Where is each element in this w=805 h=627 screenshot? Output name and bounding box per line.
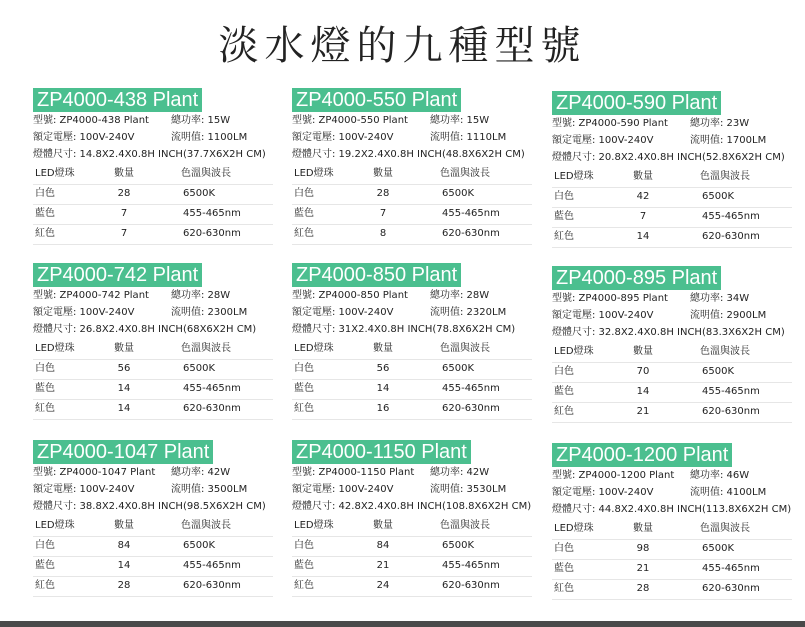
power-text: 總功率: 28W [171, 290, 231, 301]
table-cell: 28 [376, 188, 390, 199]
voltage-text: 額定電壓: 100V-240V [552, 135, 654, 146]
product-card [552, 266, 792, 423]
table-row [552, 580, 792, 600]
product-name: ZP4000-895 Plant [552, 266, 721, 290]
header-cell: 色溫與波長 [440, 168, 490, 179]
table-row [552, 403, 792, 423]
table-cell: 620-630nm [183, 403, 241, 414]
table-row [33, 537, 273, 557]
table-cell: 620-630nm [442, 580, 500, 591]
model-text: 型號: ZP4000-1200 Plant [552, 470, 675, 481]
footer-bar [0, 621, 805, 627]
table-cell: 70 [636, 366, 650, 377]
spec-line [33, 287, 273, 304]
table-cell: 白色 [554, 366, 574, 377]
spec-line [552, 467, 792, 484]
table-header [292, 165, 532, 185]
table-cell: 紅色 [35, 403, 55, 414]
voltage-text: 額定電壓: 100V-240V [33, 307, 135, 318]
table-row [292, 557, 532, 577]
table-cell: 84 [117, 540, 131, 551]
led-table [33, 340, 273, 420]
flux-text: 流明值: 1100LM [171, 132, 248, 143]
voltage-text: 額定電壓: 100V-240V [292, 484, 394, 495]
spec-line [292, 321, 532, 338]
spec-line [292, 481, 532, 498]
table-row [292, 225, 532, 245]
table-cell: 藍色 [35, 383, 55, 394]
spec-line [552, 290, 792, 307]
power-text: 總功率: 42W [171, 467, 231, 478]
table-cell: 16 [376, 403, 390, 414]
table-cell: 7 [379, 208, 387, 219]
table-header [552, 168, 792, 188]
voltage-text: 額定電壓: 100V-240V [552, 310, 654, 321]
table-row [552, 363, 792, 383]
header-cell: 數量 [114, 520, 134, 531]
size-text: 燈體尺寸: 42.8X2.4X0.8H INCH(108.8X6X2H CM) [292, 501, 532, 512]
flux-text: 流明值: 1110LM [430, 132, 507, 143]
header-cell: 數量 [373, 168, 393, 179]
table-cell: 6500K [702, 191, 735, 202]
header-cell: LED燈珠 [35, 520, 75, 531]
table-cell: 620-630nm [702, 583, 760, 594]
table-cell: 6500K [183, 188, 216, 199]
table-cell: 620-630nm [183, 580, 241, 591]
table-cell: 620-630nm [702, 231, 760, 242]
product-name: ZP4000-550 Plant [292, 88, 461, 112]
header-cell: 數量 [633, 523, 653, 534]
model-text: 型號: ZP4000-1047 Plant [33, 467, 156, 478]
product-card [292, 263, 532, 420]
table-cell: 42 [636, 191, 650, 202]
header-cell: LED燈珠 [35, 168, 75, 179]
table-row [33, 185, 273, 205]
voltage-text: 額定電壓: 100V-240V [552, 487, 654, 498]
size-text: 燈體尺寸: 26.8X2.4X0.8H INCH(68X6X2H CM) [33, 324, 257, 335]
table-header [33, 340, 273, 360]
table-cell: 21 [636, 563, 650, 574]
spec-line [33, 146, 273, 163]
led-table [552, 343, 792, 423]
table-cell: 455-465nm [442, 383, 500, 394]
table-cell: 14 [117, 383, 131, 394]
table-cell: 紅色 [554, 231, 574, 242]
table-cell: 6500K [442, 540, 475, 551]
table-cell: 白色 [294, 363, 314, 374]
flux-text: 流明值: 4100LM [690, 487, 767, 498]
table-row [552, 208, 792, 228]
header-cell: 色溫與波長 [700, 171, 750, 182]
header-cell: LED燈珠 [294, 168, 334, 179]
header-cell: 色溫與波長 [181, 168, 231, 179]
table-header [292, 340, 532, 360]
product-name: ZP4000-1200 Plant [552, 443, 732, 467]
table-row [33, 225, 273, 245]
table-cell: 紅色 [35, 580, 55, 591]
spec-line [292, 287, 532, 304]
table-row [552, 540, 792, 560]
table-cell: 紅色 [294, 580, 314, 591]
table-cell: 28 [117, 580, 131, 591]
flux-text: 流明值: 3530LM [430, 484, 507, 495]
header-cell: 色溫與波長 [181, 520, 231, 531]
spec-line [552, 115, 792, 132]
table-cell: 14 [117, 560, 131, 571]
header-cell: LED燈珠 [294, 343, 334, 354]
table-row [552, 188, 792, 208]
size-text: 燈體尺寸: 19.2X2.4X0.8H INCH(48.8X6X2H CM) [292, 149, 525, 160]
spec-line [292, 129, 532, 146]
table-row [552, 383, 792, 403]
table-cell: 紅色 [554, 583, 574, 594]
model-text: 型號: ZP4000-895 Plant [552, 293, 668, 304]
power-text: 總功率: 34W [690, 293, 750, 304]
spec-line [33, 112, 273, 129]
table-cell: 6500K [702, 543, 735, 554]
table-cell: 6500K [702, 366, 735, 377]
table-cell: 21 [376, 560, 390, 571]
product-card [552, 91, 792, 248]
table-header [33, 165, 273, 185]
table-cell: 6500K [442, 188, 475, 199]
spec-line [33, 304, 273, 321]
table-row [292, 185, 532, 205]
spec-line [552, 484, 792, 501]
product-name: ZP4000-590 Plant [552, 91, 721, 115]
led-table [33, 517, 273, 597]
led-table [552, 168, 792, 248]
power-text: 總功率: 28W [430, 290, 490, 301]
led-table [552, 520, 792, 600]
spec-line [292, 304, 532, 321]
table-row [33, 360, 273, 380]
table-cell: 98 [636, 543, 650, 554]
product-card [33, 263, 273, 420]
table-row [33, 557, 273, 577]
table-row [292, 400, 532, 420]
product-name: ZP4000-1047 Plant [33, 440, 213, 464]
voltage-text: 額定電壓: 100V-240V [33, 132, 135, 143]
flux-text: 流明值: 2320LM [430, 307, 507, 318]
spec-line [33, 321, 273, 338]
table-cell: 455-465nm [702, 563, 760, 574]
table-cell: 藍色 [35, 208, 55, 219]
table-cell: 455-465nm [442, 560, 500, 571]
table-row [33, 380, 273, 400]
table-cell: 56 [376, 363, 390, 374]
spec-line [292, 498, 532, 515]
table-cell: 紅色 [294, 228, 314, 239]
header-cell: 數量 [633, 346, 653, 357]
model-text: 型號: ZP4000-438 Plant [33, 115, 149, 126]
table-row [33, 577, 273, 597]
header-cell: 色溫與波長 [440, 343, 490, 354]
voltage-text: 額定電壓: 100V-240V [33, 484, 135, 495]
power-text: 總功率: 15W [430, 115, 490, 126]
page-title: 淡水燈的九種型號 [218, 23, 587, 69]
table-cell: 白色 [554, 543, 574, 554]
spec-line [552, 307, 792, 324]
spec-line [552, 132, 792, 149]
table-cell: 14 [376, 383, 390, 394]
voltage-text: 額定電壓: 100V-240V [292, 307, 394, 318]
table-header [552, 343, 792, 363]
table-cell: 28 [117, 188, 131, 199]
table-header [33, 517, 273, 537]
flux-text: 流明值: 2300LM [171, 307, 248, 318]
table-cell: 14 [636, 231, 650, 242]
table-cell: 藍色 [294, 208, 314, 219]
model-text: 型號: ZP4000-550 Plant [292, 115, 408, 126]
product-name: ZP4000-1150 Plant [292, 440, 471, 464]
spec-line [33, 481, 273, 498]
power-text: 總功率: 42W [430, 467, 490, 478]
header-cell: 色溫與波長 [440, 520, 490, 531]
spec-line [552, 324, 792, 341]
header-cell: LED燈珠 [554, 171, 594, 182]
led-table [292, 165, 532, 245]
header-cell: 數量 [114, 168, 134, 179]
spec-line [292, 464, 532, 481]
table-row [33, 205, 273, 225]
table-row [292, 577, 532, 597]
power-text: 總功率: 15W [171, 115, 231, 126]
voltage-text: 額定電壓: 100V-240V [292, 132, 394, 143]
table-cell: 24 [376, 580, 390, 591]
table-cell: 7 [639, 211, 647, 222]
model-text: 型號: ZP4000-1150 Plant [292, 467, 415, 478]
table-cell: 620-630nm [702, 406, 760, 417]
product-name: ZP4000-850 Plant [292, 263, 461, 287]
size-text: 燈體尺寸: 20.8X2.4X0.8H INCH(52.8X6X2H CM) [552, 152, 785, 163]
size-text: 燈體尺寸: 14.8X2.4X0.8H INCH(37.7X6X2H CM) [33, 149, 266, 160]
table-cell: 白色 [35, 188, 55, 199]
table-cell: 紅色 [35, 228, 55, 239]
table-cell: 白色 [294, 188, 314, 199]
table-cell: 455-465nm [442, 208, 500, 219]
table-cell: 455-465nm [183, 208, 241, 219]
model-text: 型號: ZP4000-742 Plant [33, 290, 149, 301]
table-cell: 620-630nm [442, 403, 500, 414]
header-cell: 數量 [373, 343, 393, 354]
spec-line [33, 129, 273, 146]
table-cell: 藍色 [35, 560, 55, 571]
table-cell: 14 [636, 386, 650, 397]
size-text: 燈體尺寸: 44.8X2.4X0.8H INCH(113.8X6X2H CM) [552, 504, 792, 515]
table-header [552, 520, 792, 540]
table-cell: 白色 [35, 363, 55, 374]
header-cell: LED燈珠 [294, 520, 334, 531]
flux-text: 流明值: 2900LM [690, 310, 767, 321]
table-cell: 藍色 [554, 386, 574, 397]
table-cell: 455-465nm [183, 383, 241, 394]
product-name: ZP4000-742 Plant [33, 263, 202, 287]
header-cell: 色溫與波長 [700, 346, 750, 357]
spec-line [552, 149, 792, 166]
model-text: 型號: ZP4000-850 Plant [292, 290, 408, 301]
size-text: 燈體尺寸: 31X2.4X0.8H INCH(78.8X6X2H CM) [292, 324, 516, 335]
spec-line [292, 112, 532, 129]
flux-text: 流明值: 3500LM [171, 484, 248, 495]
table-cell: 白色 [294, 540, 314, 551]
table-cell: 6500K [183, 363, 216, 374]
table-cell: 藍色 [294, 560, 314, 571]
model-text: 型號: ZP4000-590 Plant [552, 118, 668, 129]
spec-line [552, 501, 792, 518]
table-cell: 84 [376, 540, 390, 551]
table-row [292, 205, 532, 225]
table-cell: 21 [636, 406, 650, 417]
table-cell: 藍色 [294, 383, 314, 394]
table-row [552, 560, 792, 580]
led-table [292, 340, 532, 420]
flux-text: 流明值: 1700LM [690, 135, 767, 146]
table-cell: 455-465nm [702, 211, 760, 222]
product-card [292, 88, 532, 245]
table-cell: 455-465nm [702, 386, 760, 397]
led-table [33, 165, 273, 245]
table-cell: 紅色 [294, 403, 314, 414]
size-text: 燈體尺寸: 38.8X2.4X0.8H INCH(98.5X6X2H CM) [33, 501, 266, 512]
table-header [292, 517, 532, 537]
table-cell: 8 [379, 228, 387, 239]
table-row [292, 537, 532, 557]
table-cell: 6500K [183, 540, 216, 551]
table-cell: 藍色 [554, 563, 574, 574]
spec-line [292, 146, 532, 163]
table-cell: 紅色 [554, 406, 574, 417]
header-cell: LED燈珠 [554, 523, 594, 534]
product-card [33, 88, 273, 245]
table-cell: 7 [120, 208, 128, 219]
table-cell: 56 [117, 363, 131, 374]
table-cell: 藍色 [554, 211, 574, 222]
table-cell: 白色 [35, 540, 55, 551]
product-card [552, 443, 792, 600]
spec-line [33, 498, 273, 515]
table-cell: 白色 [554, 191, 574, 202]
table-row [292, 380, 532, 400]
table-cell: 6500K [442, 363, 475, 374]
table-cell: 28 [636, 583, 650, 594]
header-cell: 色溫與波長 [700, 523, 750, 534]
table-row [552, 228, 792, 248]
product-card [33, 440, 273, 597]
spec-line [33, 464, 273, 481]
table-cell: 620-630nm [183, 228, 241, 239]
table-row [292, 360, 532, 380]
header-cell: LED燈珠 [35, 343, 75, 354]
product-card [292, 440, 532, 597]
table-cell: 620-630nm [442, 228, 500, 239]
size-text: 燈體尺寸: 32.8X2.4X0.8H INCH(83.3X6X2H CM) [552, 327, 785, 338]
header-cell: 數量 [633, 171, 653, 182]
table-cell: 14 [117, 403, 131, 414]
table-cell: 7 [120, 228, 128, 239]
header-cell: LED燈珠 [554, 346, 594, 357]
power-text: 總功率: 46W [690, 470, 750, 481]
table-row [33, 400, 273, 420]
header-cell: 色溫與波長 [181, 343, 231, 354]
led-table [292, 517, 532, 597]
product-name: ZP4000-438 Plant [33, 88, 202, 112]
header-cell: 數量 [373, 520, 393, 531]
table-cell: 455-465nm [183, 560, 241, 571]
power-text: 總功率: 23W [690, 118, 750, 129]
header-cell: 數量 [114, 343, 134, 354]
